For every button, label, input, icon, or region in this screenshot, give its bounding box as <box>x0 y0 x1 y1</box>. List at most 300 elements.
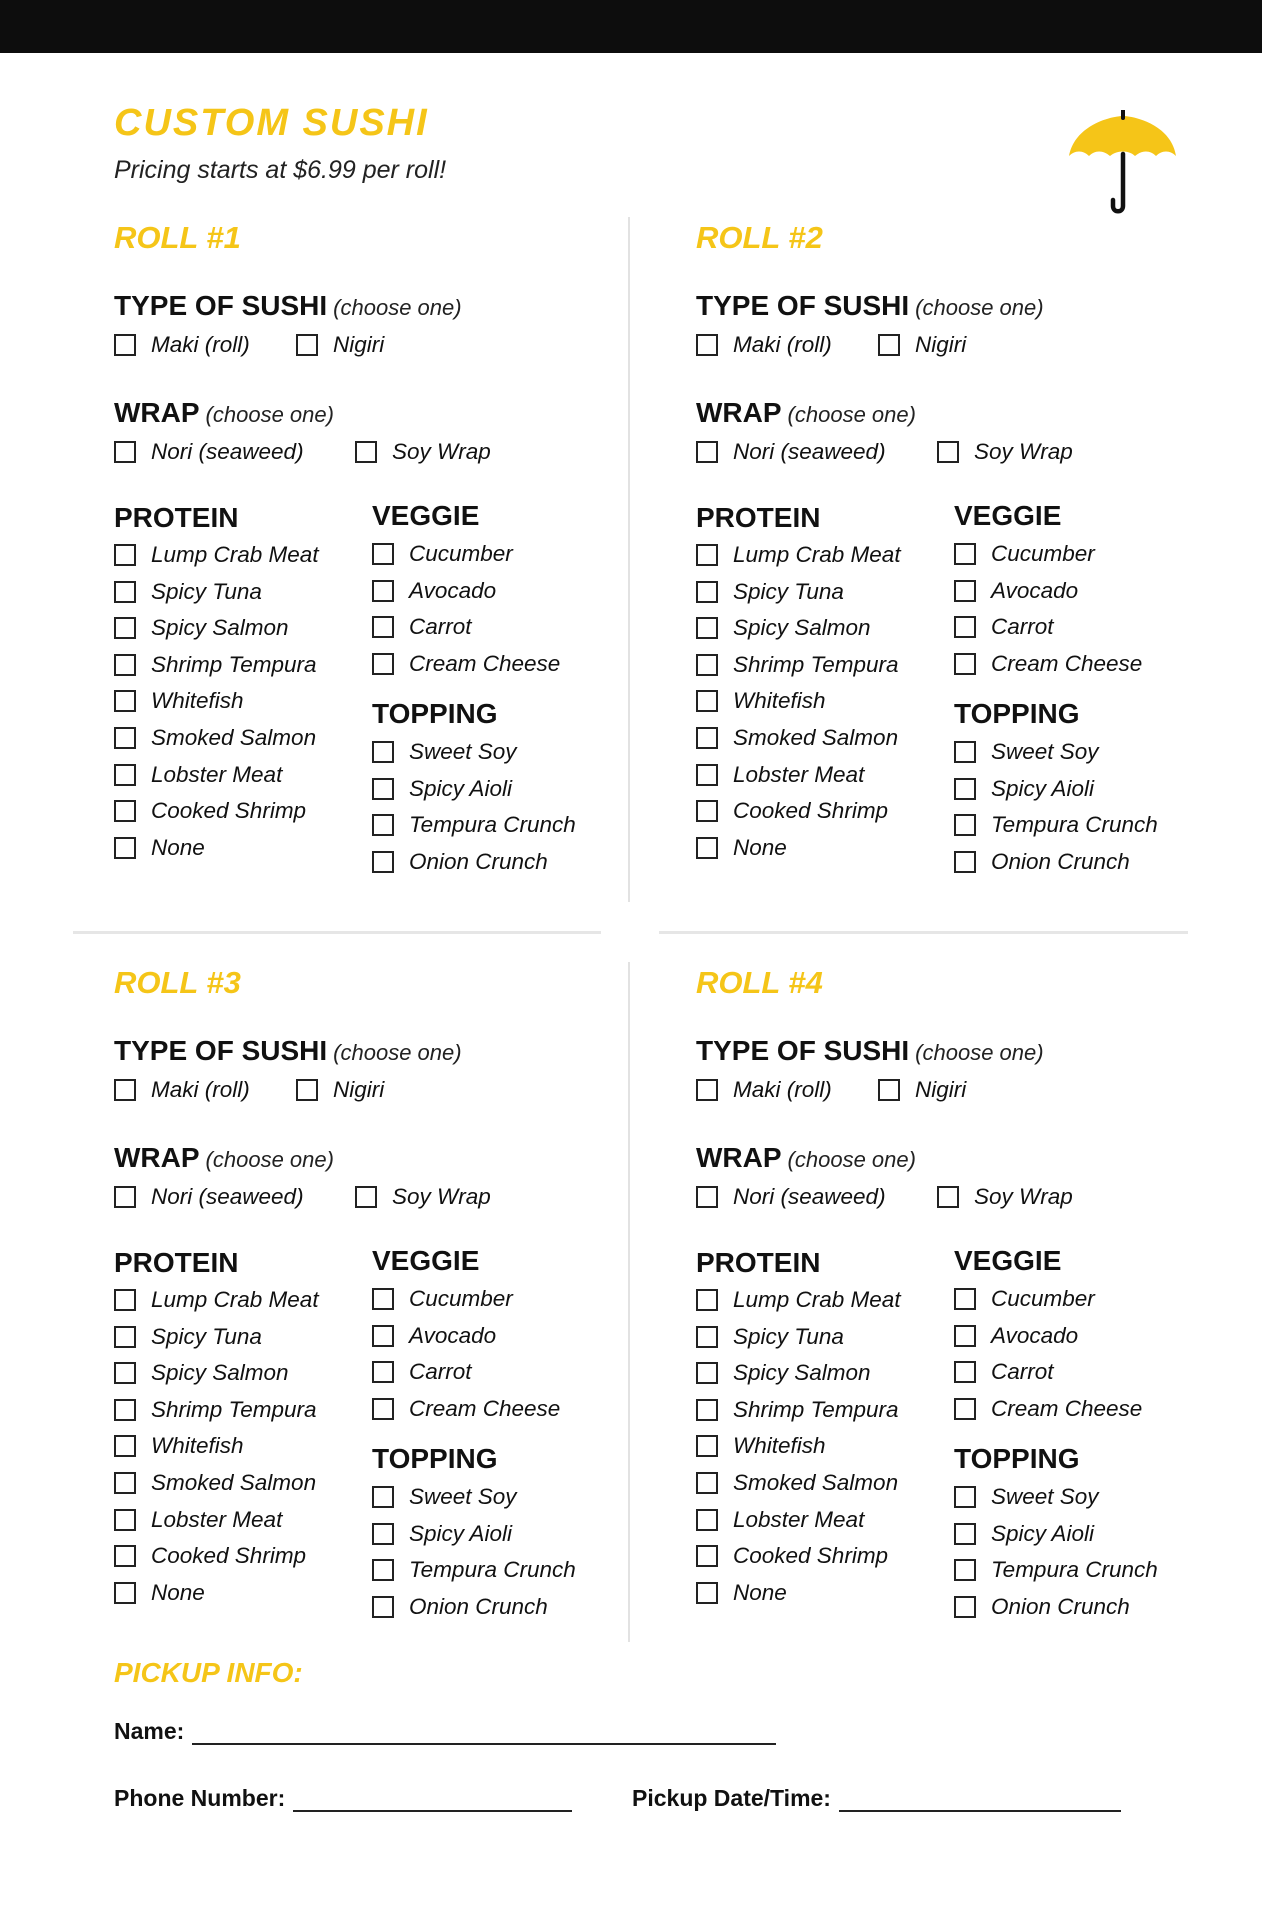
protein-option-label: Spicy Tuna <box>733 578 844 604</box>
checkbox[interactable] <box>372 741 394 763</box>
roll-section-3 <box>114 965 674 1665</box>
checkbox[interactable] <box>954 814 976 836</box>
checkbox[interactable] <box>954 1398 976 1420</box>
wrap-option-label: Soy Wrap <box>392 439 491 464</box>
protein-option[interactable] <box>114 688 244 714</box>
checkbox[interactable] <box>114 654 136 676</box>
topping-option[interactable] <box>372 849 548 875</box>
protein-option[interactable] <box>696 798 888 824</box>
checkbox[interactable] <box>696 1545 718 1567</box>
pickup-datetime-field[interactable] <box>632 1785 1121 1812</box>
phone-field[interactable] <box>114 1785 572 1812</box>
checkbox[interactable] <box>372 1288 394 1310</box>
protein-option[interactable] <box>696 688 826 714</box>
wrap-heading <box>696 1142 916 1174</box>
checkbox[interactable] <box>696 1186 718 1208</box>
checkbox[interactable] <box>954 653 976 675</box>
veggie-option[interactable] <box>372 1286 513 1312</box>
protein-option[interactable] <box>696 652 899 678</box>
protein-option[interactable] <box>114 725 316 751</box>
horizontal-divider-left <box>73 931 601 934</box>
protein-option[interactable] <box>114 615 289 641</box>
checkbox[interactable] <box>372 1486 394 1508</box>
roll-section-4 <box>696 965 1256 1665</box>
type-of-sushi-heading-text: TYPE OF SUSHI <box>114 1035 328 1066</box>
checkbox[interactable] <box>696 1326 718 1348</box>
veggie-option[interactable] <box>372 651 560 677</box>
name-field[interactable] <box>114 1718 776 1745</box>
wrap-option[interactable] <box>937 439 1073 465</box>
topping-option-label: Tempura Crunch <box>409 1557 576 1583</box>
checkbox[interactable] <box>954 1325 976 1347</box>
horizontal-divider-right <box>659 931 1188 934</box>
protein-option-label: Shrimp Tempura <box>733 651 899 677</box>
protein-option[interactable] <box>114 579 262 605</box>
protein-option-label: Spicy Salmon <box>733 1360 871 1386</box>
protein-option-label: Lump Crab Meat <box>151 542 319 567</box>
topping-option[interactable] <box>954 1484 1099 1510</box>
wrap-heading-note: (choose one) <box>787 1147 916 1172</box>
wrap-option-label: Nori (seaweed) <box>151 439 304 464</box>
topping-heading-text: TOPPING <box>372 1443 498 1474</box>
checkbox[interactable] <box>114 1079 136 1101</box>
checkbox[interactable] <box>114 1472 136 1494</box>
protein-option-label: Cooked Shrimp <box>733 798 889 824</box>
protein-option-label: Lump Crab Meat <box>733 542 901 567</box>
checkbox[interactable] <box>296 1079 318 1101</box>
protein-heading <box>114 1247 238 1279</box>
protein-option-label: Lobster Meat <box>151 1506 283 1532</box>
roll-title: ROLL #1 <box>114 220 241 255</box>
checkbox[interactable] <box>114 1362 136 1384</box>
checkbox[interactable] <box>696 1362 718 1384</box>
top-bar <box>0 0 1262 53</box>
pricing-subtitle: Pricing starts at $6.99 per roll! <box>114 156 447 184</box>
veggie-heading <box>372 500 479 532</box>
topping-option[interactable] <box>372 776 512 802</box>
protein-option-label: Shrimp Tempura <box>151 651 317 677</box>
protein-option-label: Smoked Salmon <box>733 1470 899 1495</box>
checkbox[interactable] <box>954 1288 976 1310</box>
checkbox[interactable] <box>372 543 394 565</box>
checkbox[interactable] <box>114 800 136 822</box>
checkbox[interactable] <box>372 616 394 638</box>
checkbox[interactable] <box>114 1545 136 1567</box>
protein-option-label: Cooked Shrimp <box>151 1543 307 1569</box>
topping-heading <box>372 698 498 730</box>
protein-option[interactable] <box>696 615 871 641</box>
checkbox[interactable] <box>114 1186 136 1208</box>
protein-option-label: Smoked Salmon <box>151 725 317 750</box>
veggie-option-label: Carrot <box>991 614 1054 640</box>
topping-option[interactable] <box>372 1521 512 1547</box>
type-option[interactable] <box>878 1077 966 1103</box>
checkbox[interactable] <box>372 778 394 800</box>
wrap-heading-text: WRAP <box>696 1142 782 1173</box>
protein-option[interactable] <box>696 1397 899 1423</box>
checkbox[interactable] <box>696 727 718 749</box>
wrap-heading <box>114 397 334 429</box>
checkbox[interactable] <box>954 1361 976 1383</box>
checkbox[interactable] <box>355 1186 377 1208</box>
checkbox[interactable] <box>372 653 394 675</box>
topping-option[interactable] <box>954 776 1094 802</box>
protein-option[interactable] <box>696 1507 864 1533</box>
checkbox[interactable] <box>696 764 718 786</box>
page-title: CUSTOM SUSHI <box>114 102 429 144</box>
topping-option-label: Spicy Aioli <box>409 775 512 801</box>
protein-option[interactable] <box>696 1360 871 1386</box>
pickup-info-title: PICKUP INFO: <box>114 1657 303 1688</box>
protein-option[interactable] <box>114 1360 289 1386</box>
topping-option-label: Spicy Aioli <box>991 1520 1094 1546</box>
veggie-option[interactable] <box>372 578 496 604</box>
protein-option[interactable] <box>114 1324 262 1350</box>
checkbox[interactable] <box>954 580 976 602</box>
veggie-option-label: Cucumber <box>991 541 1095 566</box>
checkbox[interactable] <box>114 1582 136 1604</box>
wrap-heading <box>696 397 916 429</box>
checkbox[interactable] <box>114 1399 136 1421</box>
checkbox[interactable] <box>372 1325 394 1347</box>
veggie-heading <box>954 1245 1061 1277</box>
topping-option[interactable] <box>372 1484 517 1510</box>
protein-option[interactable] <box>696 579 844 605</box>
checkbox[interactable] <box>114 1435 136 1457</box>
wrap-option-label: Soy Wrap <box>392 1184 491 1209</box>
protein-option-label: Whitefish <box>733 1433 826 1459</box>
checkbox[interactable] <box>954 741 976 763</box>
checkbox[interactable] <box>114 1326 136 1348</box>
protein-option[interactable] <box>696 762 864 788</box>
checkbox[interactable] <box>696 1079 718 1101</box>
type-of-sushi-heading <box>114 1035 462 1067</box>
protein-option[interactable] <box>114 1543 306 1569</box>
topping-option[interactable] <box>372 739 517 765</box>
checkbox[interactable] <box>954 851 976 873</box>
protein-option[interactable] <box>696 1543 888 1569</box>
protein-option[interactable] <box>114 1507 282 1533</box>
wrap-heading-text: WRAP <box>114 397 200 428</box>
protein-heading <box>696 1247 820 1279</box>
protein-option[interactable] <box>696 1287 901 1313</box>
protein-option[interactable] <box>114 798 306 824</box>
wrap-option[interactable] <box>696 1184 886 1210</box>
protein-option[interactable] <box>696 1324 844 1350</box>
checkbox[interactable] <box>114 727 136 749</box>
protein-option[interactable] <box>696 835 787 861</box>
topping-option-label: Spicy Aioli <box>991 775 1094 801</box>
checkbox[interactable] <box>696 1509 718 1531</box>
checkbox[interactable] <box>954 1486 976 1508</box>
protein-option[interactable] <box>114 1580 205 1606</box>
topping-option-label: Sweet Soy <box>991 1484 1099 1509</box>
type-of-sushi-heading-note: (choose one) <box>333 1040 462 1065</box>
checkbox[interactable] <box>696 1582 718 1604</box>
protein-option[interactable] <box>696 725 898 751</box>
checkbox[interactable] <box>696 654 718 676</box>
type-option-label: Maki (roll) <box>733 1077 832 1102</box>
umbrella-icon <box>1065 110 1180 215</box>
type-of-sushi-heading-text: TYPE OF SUSHI <box>696 1035 910 1066</box>
roll-section-2 <box>696 220 1256 920</box>
topping-option-label: Onion Crunch <box>991 848 1130 874</box>
protein-option-label: None <box>733 834 787 860</box>
topping-option[interactable] <box>372 812 576 838</box>
type-of-sushi-heading-note: (choose one) <box>915 295 1044 320</box>
protein-option-label: Lump Crab Meat <box>733 1287 901 1312</box>
wrap-option[interactable] <box>937 1184 1073 1210</box>
protein-option-label: Spicy Tuna <box>151 578 262 604</box>
checkbox[interactable] <box>954 1559 976 1581</box>
checkbox[interactable] <box>114 1509 136 1531</box>
topping-option-label: Sweet Soy <box>409 1484 517 1509</box>
type-option[interactable] <box>114 332 250 358</box>
checkbox[interactable] <box>114 581 136 603</box>
wrap-heading-text: WRAP <box>114 1142 200 1173</box>
wrap-heading-note: (choose one) <box>205 402 334 427</box>
protein-option[interactable] <box>696 1470 898 1496</box>
veggie-heading <box>954 500 1061 532</box>
veggie-option[interactable] <box>954 578 1078 604</box>
veggie-option[interactable] <box>954 614 1054 640</box>
checkbox[interactable] <box>878 334 900 356</box>
type-of-sushi-heading-note: (choose one) <box>915 1040 1044 1065</box>
phone-label: Phone Number: <box>114 1785 286 1811</box>
protein-option-label: Whitefish <box>151 1433 244 1459</box>
protein-option-label: Cooked Shrimp <box>151 798 307 824</box>
topping-heading <box>954 1443 1080 1475</box>
checkbox[interactable] <box>372 851 394 873</box>
phone-line[interactable] <box>293 1786 572 1812</box>
protein-heading-text: PROTEIN <box>114 1247 239 1278</box>
protein-option[interactable] <box>114 762 282 788</box>
veggie-option[interactable] <box>954 1359 1054 1385</box>
type-option[interactable] <box>296 1077 384 1103</box>
wrap-heading-note: (choose one) <box>787 402 916 427</box>
wrap-heading-text: WRAP <box>696 397 782 428</box>
topping-option[interactable] <box>954 1557 1158 1583</box>
veggie-option-label: Avocado <box>409 1322 497 1348</box>
checkbox[interactable] <box>372 1398 394 1420</box>
topping-option-label: Spicy Aioli <box>409 1520 512 1546</box>
checkbox[interactable] <box>296 334 318 356</box>
protein-heading <box>696 502 820 534</box>
checkbox[interactable] <box>937 1186 959 1208</box>
protein-option[interactable] <box>696 1433 826 1459</box>
veggie-option[interactable] <box>372 1323 496 1349</box>
protein-heading-text: PROTEIN <box>114 502 239 533</box>
protein-option[interactable] <box>696 542 901 568</box>
veggie-option-label: Cucumber <box>409 541 513 566</box>
veggie-option[interactable] <box>372 1359 472 1385</box>
topping-option-label: Tempura Crunch <box>991 812 1158 838</box>
checkbox[interactable] <box>696 1472 718 1494</box>
protein-option[interactable] <box>114 835 205 861</box>
type-option-label: Maki (roll) <box>151 1077 250 1102</box>
veggie-heading-text: VEGGIE <box>954 1245 1062 1276</box>
checkbox[interactable] <box>696 1289 718 1311</box>
type-of-sushi-heading-note: (choose one) <box>333 295 462 320</box>
veggie-option-label: Cream Cheese <box>991 1395 1143 1421</box>
type-option[interactable] <box>696 1077 832 1103</box>
topping-option-label: Tempura Crunch <box>991 1557 1158 1583</box>
checkbox[interactable] <box>114 690 136 712</box>
checkbox[interactable] <box>954 543 976 565</box>
topping-heading-text: TOPPING <box>954 1443 1080 1474</box>
type-option-label: Nigiri <box>333 1077 385 1102</box>
checkbox[interactable] <box>114 441 136 463</box>
protein-option-label: Whitefish <box>733 688 826 714</box>
wrap-option-label: Soy Wrap <box>974 1184 1073 1209</box>
veggie-option-label: Avocado <box>409 577 497 603</box>
type-option[interactable] <box>114 1077 250 1103</box>
protein-option[interactable] <box>114 1287 319 1313</box>
checkbox[interactable] <box>114 617 136 639</box>
protein-option[interactable] <box>114 652 317 678</box>
type-option[interactable] <box>878 332 966 358</box>
protein-option-label: Cooked Shrimp <box>733 1543 889 1569</box>
veggie-option-label: Avocado <box>991 577 1079 603</box>
type-option[interactable] <box>296 332 384 358</box>
protein-option[interactable] <box>114 1470 316 1496</box>
topping-option-label: Tempura Crunch <box>409 812 576 838</box>
protein-option-label: None <box>151 834 205 860</box>
checkbox[interactable] <box>696 581 718 603</box>
protein-option-label: None <box>151 1579 205 1605</box>
name-line[interactable] <box>192 1719 776 1745</box>
veggie-option-label: Cream Cheese <box>409 1395 561 1421</box>
type-of-sushi-heading <box>114 290 462 322</box>
checkbox[interactable] <box>355 441 377 463</box>
checkbox[interactable] <box>696 441 718 463</box>
veggie-heading-text: VEGGIE <box>954 500 1062 531</box>
type-option[interactable] <box>696 332 832 358</box>
topping-option-label: Onion Crunch <box>409 848 548 874</box>
topping-heading-text: TOPPING <box>372 698 498 729</box>
roll-title: ROLL #4 <box>696 965 823 1000</box>
veggie-option-label: Carrot <box>409 614 472 640</box>
veggie-option[interactable] <box>372 614 472 640</box>
topping-heading-text: TOPPING <box>954 698 1080 729</box>
protein-option-label: Lump Crab Meat <box>151 1287 319 1312</box>
veggie-option[interactable] <box>372 1396 560 1422</box>
veggie-option[interactable] <box>954 1323 1078 1349</box>
checkbox[interactable] <box>372 814 394 836</box>
checkbox[interactable] <box>954 1523 976 1545</box>
checkbox[interactable] <box>937 441 959 463</box>
wrap-option-label: Nori (seaweed) <box>733 439 886 464</box>
roll-section-1 <box>114 220 674 920</box>
checkbox[interactable] <box>114 544 136 566</box>
veggie-option-label: Cream Cheese <box>991 650 1143 676</box>
type-of-sushi-heading-text: TYPE OF SUSHI <box>114 290 328 321</box>
topping-option-label: Sweet Soy <box>991 739 1099 764</box>
topping-option[interactable] <box>954 1521 1094 1547</box>
veggie-option-label: Avocado <box>991 1322 1079 1348</box>
topping-option[interactable] <box>954 812 1158 838</box>
wrap-option[interactable] <box>696 439 886 465</box>
protein-option-label: Spicy Salmon <box>151 1360 289 1386</box>
checkbox[interactable] <box>696 1435 718 1457</box>
checkbox[interactable] <box>696 617 718 639</box>
topping-option[interactable] <box>954 739 1099 765</box>
topping-option-label: Sweet Soy <box>409 739 517 764</box>
pickup-datetime-label: Pickup Date/Time: <box>632 1785 831 1811</box>
checkbox[interactable] <box>372 1361 394 1383</box>
checkbox[interactable] <box>372 1559 394 1581</box>
topping-heading <box>372 1443 498 1475</box>
protein-option-label: None <box>733 1579 787 1605</box>
checkbox[interactable] <box>696 544 718 566</box>
protein-option-label: Whitefish <box>151 688 244 714</box>
checkbox[interactable] <box>114 764 136 786</box>
topping-option[interactable] <box>954 1594 1130 1620</box>
checkbox[interactable] <box>696 334 718 356</box>
checkbox[interactable] <box>114 1289 136 1311</box>
checkbox[interactable] <box>696 837 718 859</box>
protein-heading-text: PROTEIN <box>696 1247 821 1278</box>
checkbox[interactable] <box>954 616 976 638</box>
veggie-option[interactable] <box>954 1396 1142 1422</box>
protein-option[interactable] <box>114 1397 317 1423</box>
checkbox[interactable] <box>372 1596 394 1618</box>
veggie-option[interactable] <box>954 541 1095 567</box>
protein-option[interactable] <box>114 542 319 568</box>
protein-option-label: Shrimp Tempura <box>733 1396 899 1422</box>
checkbox[interactable] <box>372 580 394 602</box>
type-option-label: Nigiri <box>915 1077 967 1102</box>
protein-option-label: Spicy Salmon <box>151 615 289 641</box>
type-option-label: Nigiri <box>333 332 385 357</box>
protein-option-label: Shrimp Tempura <box>151 1396 317 1422</box>
wrap-option[interactable] <box>114 439 304 465</box>
checkbox[interactable] <box>954 778 976 800</box>
protein-option[interactable] <box>114 1433 244 1459</box>
checkbox[interactable] <box>696 690 718 712</box>
checkbox[interactable] <box>878 1079 900 1101</box>
veggie-heading-text: VEGGIE <box>372 1245 480 1276</box>
type-of-sushi-heading <box>696 1035 1044 1067</box>
type-of-sushi-heading-text: TYPE OF SUSHI <box>696 290 910 321</box>
veggie-option-label: Cream Cheese <box>409 650 561 676</box>
veggie-option[interactable] <box>954 651 1142 677</box>
checkbox[interactable] <box>372 1523 394 1545</box>
wrap-heading <box>114 1142 334 1174</box>
pickup-datetime-line[interactable] <box>839 1786 1121 1812</box>
veggie-option[interactable] <box>372 541 513 567</box>
roll-title: ROLL #2 <box>696 220 823 255</box>
checkbox[interactable] <box>114 837 136 859</box>
protein-option-label: Lobster Meat <box>733 1506 865 1532</box>
protein-option[interactable] <box>696 1580 787 1606</box>
topping-option[interactable] <box>954 849 1130 875</box>
topping-option-label: Onion Crunch <box>991 1593 1130 1619</box>
veggie-heading-text: VEGGIE <box>372 500 480 531</box>
topping-option[interactable] <box>372 1594 548 1620</box>
wrap-option[interactable] <box>355 1184 491 1210</box>
veggie-option[interactable] <box>954 1286 1095 1312</box>
checkbox[interactable] <box>114 334 136 356</box>
checkbox[interactable] <box>696 800 718 822</box>
wrap-option[interactable] <box>114 1184 304 1210</box>
protein-option-label: Smoked Salmon <box>733 725 899 750</box>
checkbox[interactable] <box>954 1596 976 1618</box>
topping-option[interactable] <box>372 1557 576 1583</box>
roll-title: ROLL #3 <box>114 965 241 1000</box>
wrap-option[interactable] <box>355 439 491 465</box>
checkbox[interactable] <box>696 1399 718 1421</box>
